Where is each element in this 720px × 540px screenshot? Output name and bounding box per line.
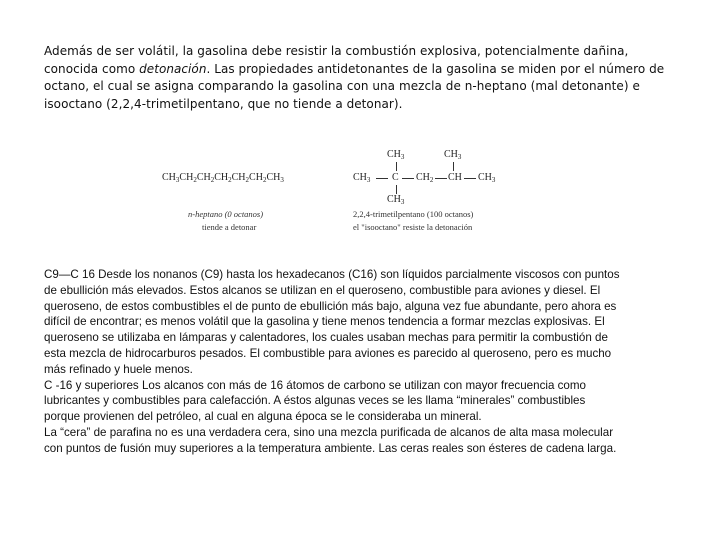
bond-vertical [396, 185, 397, 194]
iso-top-ch3-right: $CH_3$ [444, 149, 462, 161]
bond-horizontal [376, 178, 388, 179]
iso-ch3-right: $CH_3$ [478, 172, 496, 184]
body-line: con puntos de fusión muy superiores a la temperatura ambiente. Las ceras reales son ésteres de cadena larga. [44, 441, 617, 455]
iso-ch3-left: $CH_3$ [353, 172, 371, 184]
bond-horizontal [464, 178, 476, 179]
alkanes-body-text [44, 267, 684, 457]
iso-quaternary-c: C [392, 172, 399, 183]
body-line: La “cera” de parafina no es una verdadera cera, sino una mezcla purificada de alcanos de alta masa molecular [44, 425, 614, 439]
intro-text: . Las propiedades antidetonantes de la gasolina se miden por el número de [206, 61, 665, 76]
heptane-caption-note: tiende a detonar [202, 222, 257, 232]
body-line: queroseno se utilizaba en lámparas y calentadores, los cuales usaban mechas para permitir la combustión de [44, 331, 608, 345]
iso-bottom-ch3: $CH_3$ [387, 194, 405, 206]
heptane-caption: n-heptano (0 octanos) [188, 209, 264, 219]
body-line: C9—C 16 Desde los nonanos (C9) hasta los hexadecanos (C16) son líquidos parcialmente viscosos con puntos [44, 268, 620, 281]
body-line: queroseno, de estos combustibles el de punto de ebullición más bajo, alguna vez fue abundante, pero ahora es [44, 299, 617, 313]
alkane-structures-figure [150, 142, 710, 238]
body-line: esta mezcla de hidrocarburos pesados. El combustible para aviones es parecido al queroseno, pero es mucho [44, 346, 612, 360]
body-line: C -16 y superiores Los alcanos con más de 16 átomos de carbono se utilizan con mayor frecuencia como [44, 378, 586, 392]
body-line: lubricantes y combustibles para calefacción. A éstos algunas veces se les llama “minerales” combustibles [44, 394, 586, 408]
intro-line: isooctano (2,2,4-trimetilpentano, que no tiende a detonar). [44, 96, 403, 111]
heptane-formula: $CH_3CH_2CH_2CH_2CH_2CH_2CH_3$ [162, 172, 284, 184]
isooctane-caption: 2,2,4-trimetilpentano (100 octanos) [353, 209, 474, 219]
iso-ch2: $CH_2$ [416, 172, 434, 184]
iso-ch: CH [448, 172, 462, 183]
intro-text: conocida como [44, 61, 140, 76]
isooctane-caption-note: el "isooctano" resiste la detonación [353, 222, 473, 232]
intro-paragraph [44, 43, 684, 113]
bond-horizontal [435, 178, 447, 179]
body-line: porque provienen del petróleo, al cual en alguna época se le consideraba un mineral. [44, 410, 482, 424]
bond-vertical [453, 162, 454, 171]
intro-line: Además de ser volátil, la gasolina debe resistir la combustión explosiva, potencialmente dañina, [44, 44, 629, 58]
bond-vertical [396, 162, 397, 171]
intro-line: octano, el cual se asigna comparando la gasolina con una mezcla de n-heptano (mal detonante) e [44, 79, 640, 93]
body-line: más refinado y huele menos. [44, 362, 193, 376]
intro-line [44, 61, 684, 79]
detonacion-term: detonación [139, 61, 207, 76]
iso-top-ch3-left: $CH_3$ [387, 149, 405, 161]
body-line: difícil de encontrar; es menos volátil que la gasolina y tiene menos tendencia a formar mezclas explosivas. El [44, 315, 605, 329]
bond-horizontal [402, 178, 414, 179]
body-line: de ebullición más elevados. Estos alcanos se utilizan en el queroseno, combustible para aviones y diesel. El [44, 283, 601, 297]
